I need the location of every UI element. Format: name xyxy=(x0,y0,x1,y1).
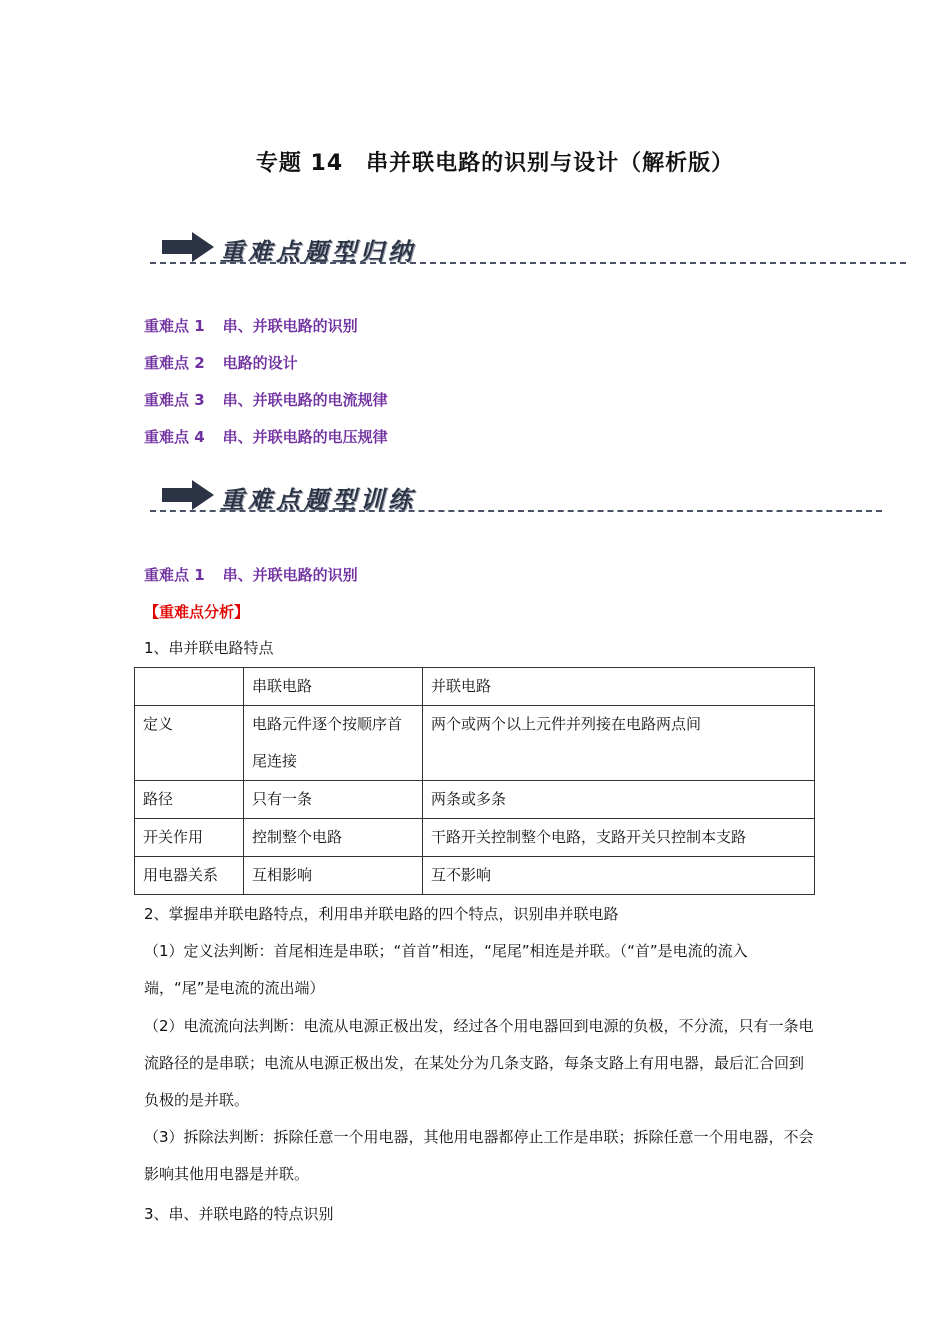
nav-item-label: 串、并联电路的识别 xyxy=(222,317,358,335)
table-cell: 互不影响 xyxy=(423,857,815,895)
nav-item-number: 重难点 3 xyxy=(144,391,205,409)
table-row xyxy=(135,706,815,781)
divider xyxy=(150,510,882,512)
nav-item-number: 重难点 1 xyxy=(144,317,205,335)
arrow-icon xyxy=(162,232,214,262)
document-title: 专题 14 串并联电路的识别与设计（解析版） xyxy=(255,151,735,176)
table-cell: 只有一条 xyxy=(244,781,423,819)
table-cell: 开关作用 xyxy=(135,819,244,857)
table-cell: 干路开关控制整个电路，支路开关只控制本支路 xyxy=(423,819,815,857)
table-row xyxy=(135,857,815,895)
nav-item-4[interactable] xyxy=(144,426,388,447)
features-table xyxy=(134,667,815,895)
table-header-row xyxy=(135,668,815,706)
item-1: 1、串并联电路特点 xyxy=(144,639,274,657)
banner-training xyxy=(0,476,950,526)
paragraph-removal-method: （3）拆除法判断：拆除任意一个用电器，其他用电器都停止工作是串联；拆除任意一个用电器，不会影响其他用电器是并联。 xyxy=(144,1128,814,1183)
item-3: 3、串、并联电路的特点识别 xyxy=(144,1205,334,1223)
table-cell: 互相影响 xyxy=(244,857,423,895)
table-cell: 用电器关系 xyxy=(135,857,244,895)
table-cell: 两条或多条 xyxy=(423,781,815,819)
table-header-cell: 并联电路 xyxy=(423,668,815,706)
table-cell: 电路元件逐个按顺序首尾连接 xyxy=(244,706,423,781)
nav-item-label: 串、并联电路的电压规律 xyxy=(222,428,388,446)
banner-training-text: 重难点题型训练 xyxy=(220,486,416,514)
table-header-cell: 串联电路 xyxy=(244,668,423,706)
divider xyxy=(150,262,906,264)
paragraph-current-flow-method: （2）电流流向法判断：电流从电源正极出发，经过各个用电器回到电源的负极，不分流，只有一条电流路径的是串联；电流从电源正极出发，在某处分为几条支路，每条支路上有用电器，最后汇合回到负极的是并联。 xyxy=(144,1017,814,1109)
nav-item-2[interactable] xyxy=(144,352,298,373)
nav-item-3[interactable] xyxy=(144,389,388,410)
table-row xyxy=(135,819,815,857)
banner-summary-text: 重难点题型归纳 xyxy=(220,238,416,266)
table-cell: 两个或两个以上元件并列接在电路两点间 xyxy=(423,706,815,781)
table-header-cell xyxy=(135,668,244,706)
section-heading xyxy=(144,564,358,585)
nav-item-number: 重难点 2 xyxy=(144,354,205,372)
table-cell: 定义 xyxy=(135,706,244,781)
nav-item-1[interactable] xyxy=(144,315,358,336)
analysis-label: 【重难点分析】 xyxy=(144,603,250,621)
table-cell: 控制整个电路 xyxy=(244,819,423,857)
nav-item-label: 电路的设计 xyxy=(222,354,298,372)
table-row xyxy=(135,781,815,819)
arrow-icon xyxy=(162,480,214,510)
section-number: 重难点 1 xyxy=(144,566,205,584)
table-cell: 路径 xyxy=(135,781,244,819)
paragraph-definition-method: （1）定义法判断：首尾相连是串联；“首首”相连，“尾尾”相连是并联。（“首”是电流的流入端，“尾”是电流的流出端） xyxy=(144,942,748,997)
nav-item-number: 重难点 4 xyxy=(144,428,205,446)
nav-item-label: 串、并联电路的电流规律 xyxy=(222,391,388,409)
item-2: 2、掌握串并联电路特点，利用串并联电路的四个特点，识别串并联电路 xyxy=(144,905,619,923)
banner-summary xyxy=(0,228,950,278)
section-label: 串、并联电路的识别 xyxy=(222,566,358,584)
